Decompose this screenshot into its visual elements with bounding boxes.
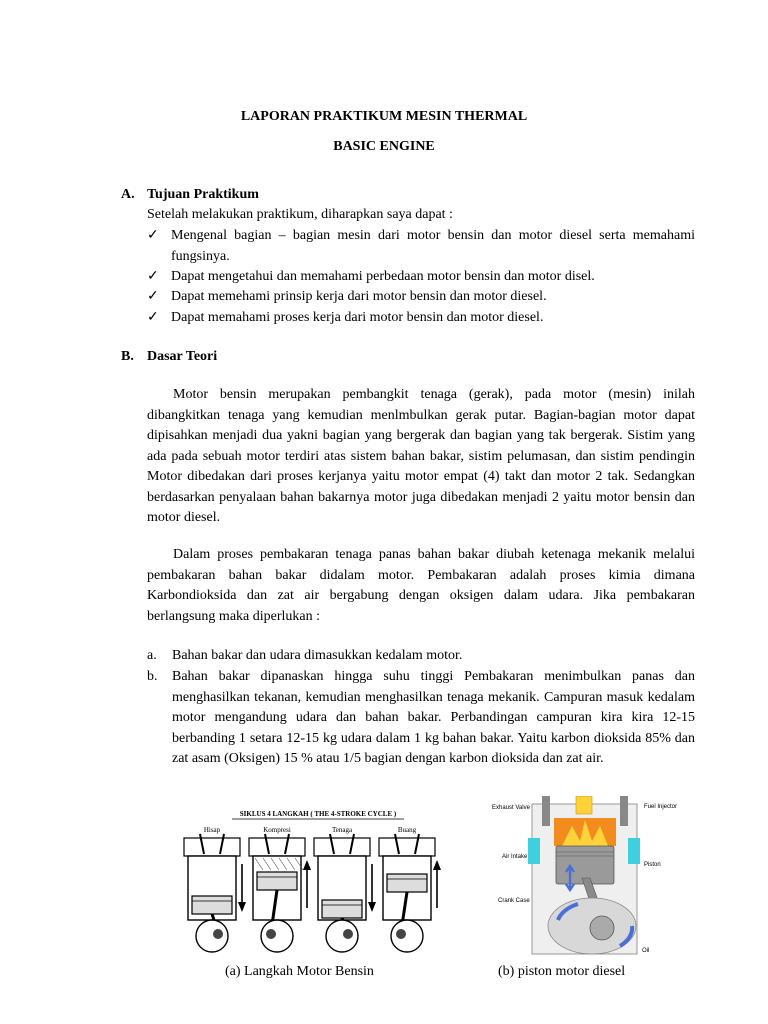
label-crank-case: Crank Case (498, 898, 530, 904)
objective-item (147, 287, 695, 308)
stroke-label-kompresi: Kompresi (263, 826, 291, 834)
check-icon: ✓ (147, 269, 159, 284)
stroke-label-buang: Buang (397, 826, 417, 834)
intake-valve (620, 796, 628, 826)
figure-a-caption: (a) Langkah Motor Bensin (225, 964, 374, 979)
air-intake-port (528, 838, 540, 864)
requirement-text: Bahan bakar dan udara dimasukkan kedalam motor. (172, 648, 463, 663)
stroke-label-tenaga: Tenaga (331, 826, 353, 834)
objective-text: Dapat mengetahui dan memahami perbedaan motor bensin dan motor disel. (171, 269, 595, 284)
diesel-piston-figure (492, 796, 682, 960)
section-a-heading (121, 187, 259, 203)
section-a-title: Tujuan Praktikum (147, 187, 259, 202)
exhaust-valve (542, 796, 550, 826)
air-intake-port-right (628, 838, 640, 864)
requirement-item (147, 667, 695, 770)
figure-b-caption: (b) piston motor diesel (498, 964, 626, 979)
fuel-injector (576, 796, 592, 814)
engine-cylinder (379, 834, 441, 952)
engine-cylinder (184, 834, 246, 952)
objective-text: Dapat memahami proses kerja dari motor bensin dan motor diesel. (171, 310, 544, 325)
stroke-label-hisap: Hisap (203, 826, 221, 834)
requirement-label: a. (147, 648, 157, 663)
figure-banner: SIKLUS 4 LANGKAH ( THE 4-STROKE CYCLE ) (239, 810, 397, 818)
label-oil: Oil (642, 948, 650, 954)
label-fuel-injector: Fuel Injector (644, 804, 678, 810)
requirement-text: Bahan bakar dipanaskan hingga suhu tinggi Pembakaran menimbulkan panas dan menghasilkan tekanan, kemudian menghasilkan tenaga mekanik. Campuran masuk kedalam motor mengandung udara dan bahan bakar. Perbandingan campuran kira kira 12-15 berbanding 1 setara 12-15 kg udara dalam 1 kg bahan bakar. Yaitu karbon dioksida 85% dan zat asam (Oksigen) 15 % atau 1/5 bagian dengan karbon dioksida dan zat air. (172, 669, 695, 766)
section-a-intro: Setelah melakukan praktikum, diharapkan saya dapat : (147, 207, 453, 222)
paragraph-1: Motor bensin merupakan pembangkit tenaga (gerak), pada motor (mesin) inilah dibangkitkan tenaga yang kemudian menlmbulkan gerak putar. Bagian-bagian motor dapat dipisahkan menjadi dua yakni bagian yang bergerak dan bagian yang tak bergerak. Sistim yang ada pada sebuah motor terdiri atas sistem bahan bakar, sistim pelumasan, dan sistim pendingin Motor dibedakan dari proses kerjanya yaitu motor empat (4) takt dan motor 2 tak. Sedangkan berdasarkan penyalaan bahan bakarnya motor juga dibedakan menjadi 2 yaitu motor bensin dan motor diesel. (147, 387, 695, 525)
section-a-number: A. (121, 187, 135, 202)
section-b-title: Dasar Teori (147, 349, 218, 364)
paragraph-2: Dalam proses pembakaran tenaga panas bahan bakar diubah ketenaga mekanik melalui pembakaran bahan bakar didalam motor. Pembakaran adalah proses kimia dimana Karbondioksida dan zat air bergabung dengan oksigen dalam udara. Jika pembakaran berlangsung maka diperlukan : (147, 547, 695, 624)
check-icon: ✓ (147, 228, 159, 243)
objective-item (147, 226, 695, 267)
requirement-label: b. (147, 669, 158, 684)
section-b-number: B. (121, 349, 134, 364)
stroke-labels (204, 826, 417, 834)
label-piston: Piston (644, 862, 661, 868)
objective-item (147, 267, 695, 288)
check-icon: ✓ (147, 289, 159, 304)
engine-cylinder (314, 834, 376, 952)
label-exhaust-valve: Exhaust Valve (492, 805, 530, 811)
label-air-intake: Air Intake (502, 854, 528, 860)
section-b-heading (121, 349, 217, 365)
engine-cylinder (249, 834, 311, 952)
objective-item (147, 308, 695, 329)
objective-text: Mengenal bagian – bagian mesin dari motor bensin dan motor diesel serta memahami fungsinya. (171, 228, 695, 264)
crankshaft (590, 916, 614, 940)
four-stroke-cycle-figure (172, 804, 464, 956)
document-subtitle: BASIC ENGINE (333, 139, 435, 154)
check-icon: ✓ (147, 310, 159, 325)
document-title: LAPORAN PRAKTIKUM MESIN THERMAL (240, 109, 528, 124)
engine-cylinders (184, 834, 441, 952)
requirement-item (147, 646, 695, 667)
objective-text: Dapat memehami prinsip kerja dari motor bensin dan motor diesel. (171, 289, 547, 304)
